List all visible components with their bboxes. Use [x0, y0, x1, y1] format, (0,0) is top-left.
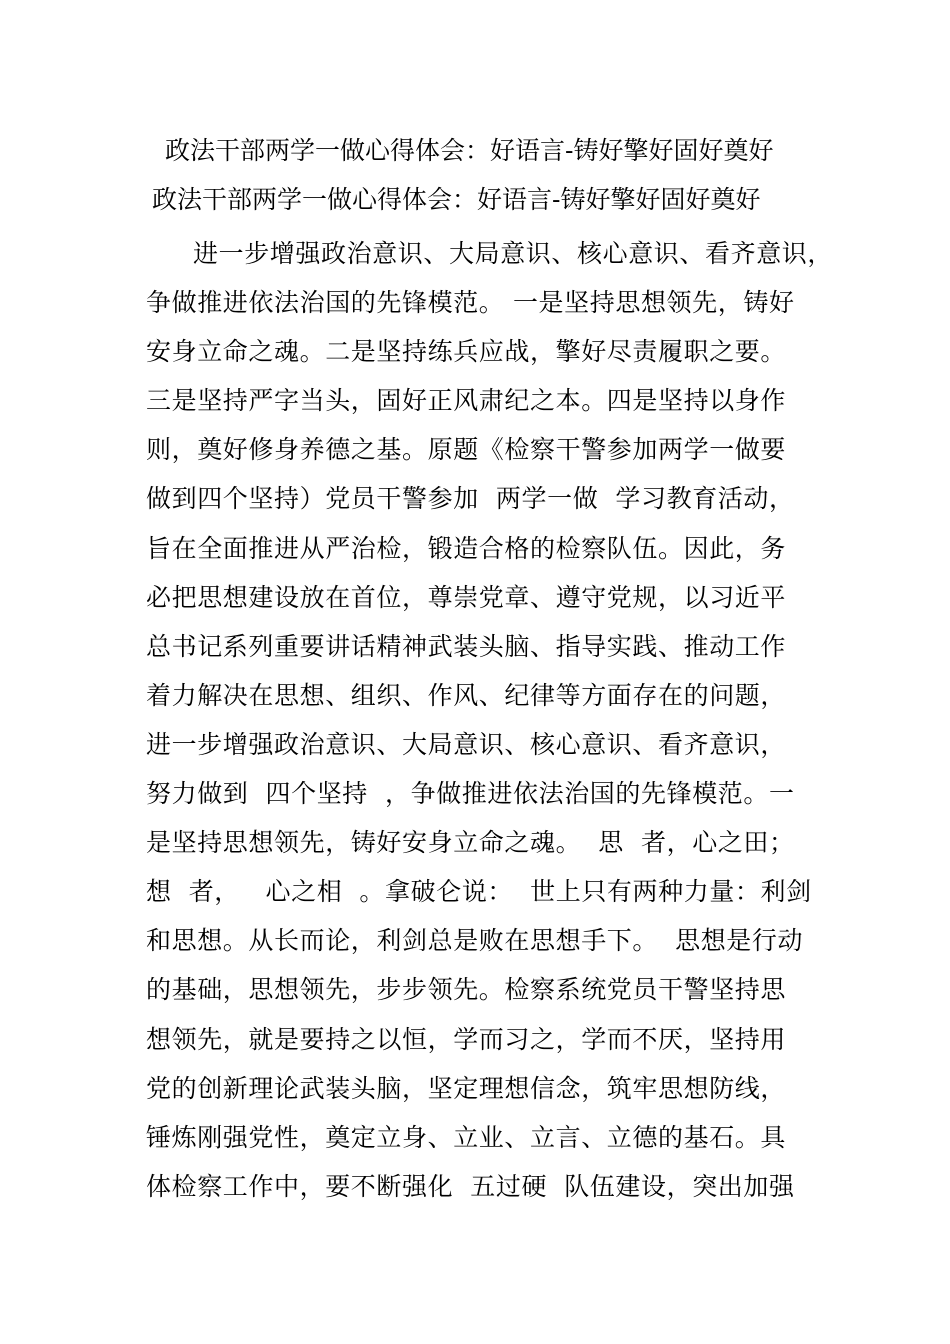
body-line: 的基础，思想领先，步步领先。检察系统党员干警坚持思 [146, 975, 787, 1005]
body-line: 做到四个坚持）党员干警参加 两学一做 学习教育活动， [146, 484, 795, 514]
body-line: 争做推进依法治国的先锋模范。 一是坚持思想领先，铸好 [146, 288, 795, 318]
body-line: 必把思想建设放在首位，尊崇党章、遵守党规，以习近平 [146, 582, 787, 612]
document-subtitle: 政法干部两学一做心得体会：好语言-铸好擎好固好奠好 [152, 185, 761, 214]
document-title: 政法干部两学一做心得体会：好语言-铸好擎好固好奠好 [165, 136, 774, 165]
body-line: 锤炼刚强党性，奠定立身、立业、立言、立德的基石。具 [146, 1122, 787, 1152]
body-line: 则，奠好修身养德之基。原题《检察干警参加两学一做要 [146, 435, 787, 465]
body-line: 进一步增强政治意识、大局意识、核心意识、看齐意识， [146, 729, 787, 759]
document-body [146, 229, 836, 1211]
body-line: 想 者， 心之相 。拿破仑说： 世上只有两种力量：利剑 [146, 877, 812, 907]
body-line: 着力解决在思想、组织、作风、纪律等方面存在的问题， [146, 680, 787, 710]
body-line: 总书记系列重要讲话精神武装头脑、指导实践、推动工作 [146, 631, 787, 661]
body-line: 和思想。从长而论，利剑总是败在思想手下。 思想是行动 [146, 926, 804, 956]
body-line: 三是坚持严字当头，固好正风肃纪之本。四是坚持以身作 [146, 386, 787, 416]
body-line: 努力做到 四个坚持 ，争做推进依法治国的先锋模范。一 [146, 779, 795, 809]
body-line: 党的创新理论武装头脑，坚定理想信念，筑牢思想防线， [146, 1073, 787, 1103]
body-line: 进一步增强政治意识、大局意识、核心意识、看齐意识， [193, 239, 834, 268]
body-line: 体检察工作中，要不断强化 五过硬 队伍建设，突出加强 [146, 1171, 795, 1201]
body-line: 是坚持思想领先，铸好安身立命之魂。 思 者，心之田； [146, 828, 795, 858]
body-line: 安身立命之魂。二是坚持练兵应战，擎好尽责履职之要。 [146, 337, 787, 367]
body-line: 旨在全面推进从严治检，锻造合格的检察队伍。因此，务 [146, 533, 787, 563]
body-line: 想领先，就是要持之以恒，学而习之，学而不厌，坚持用 [146, 1024, 787, 1054]
